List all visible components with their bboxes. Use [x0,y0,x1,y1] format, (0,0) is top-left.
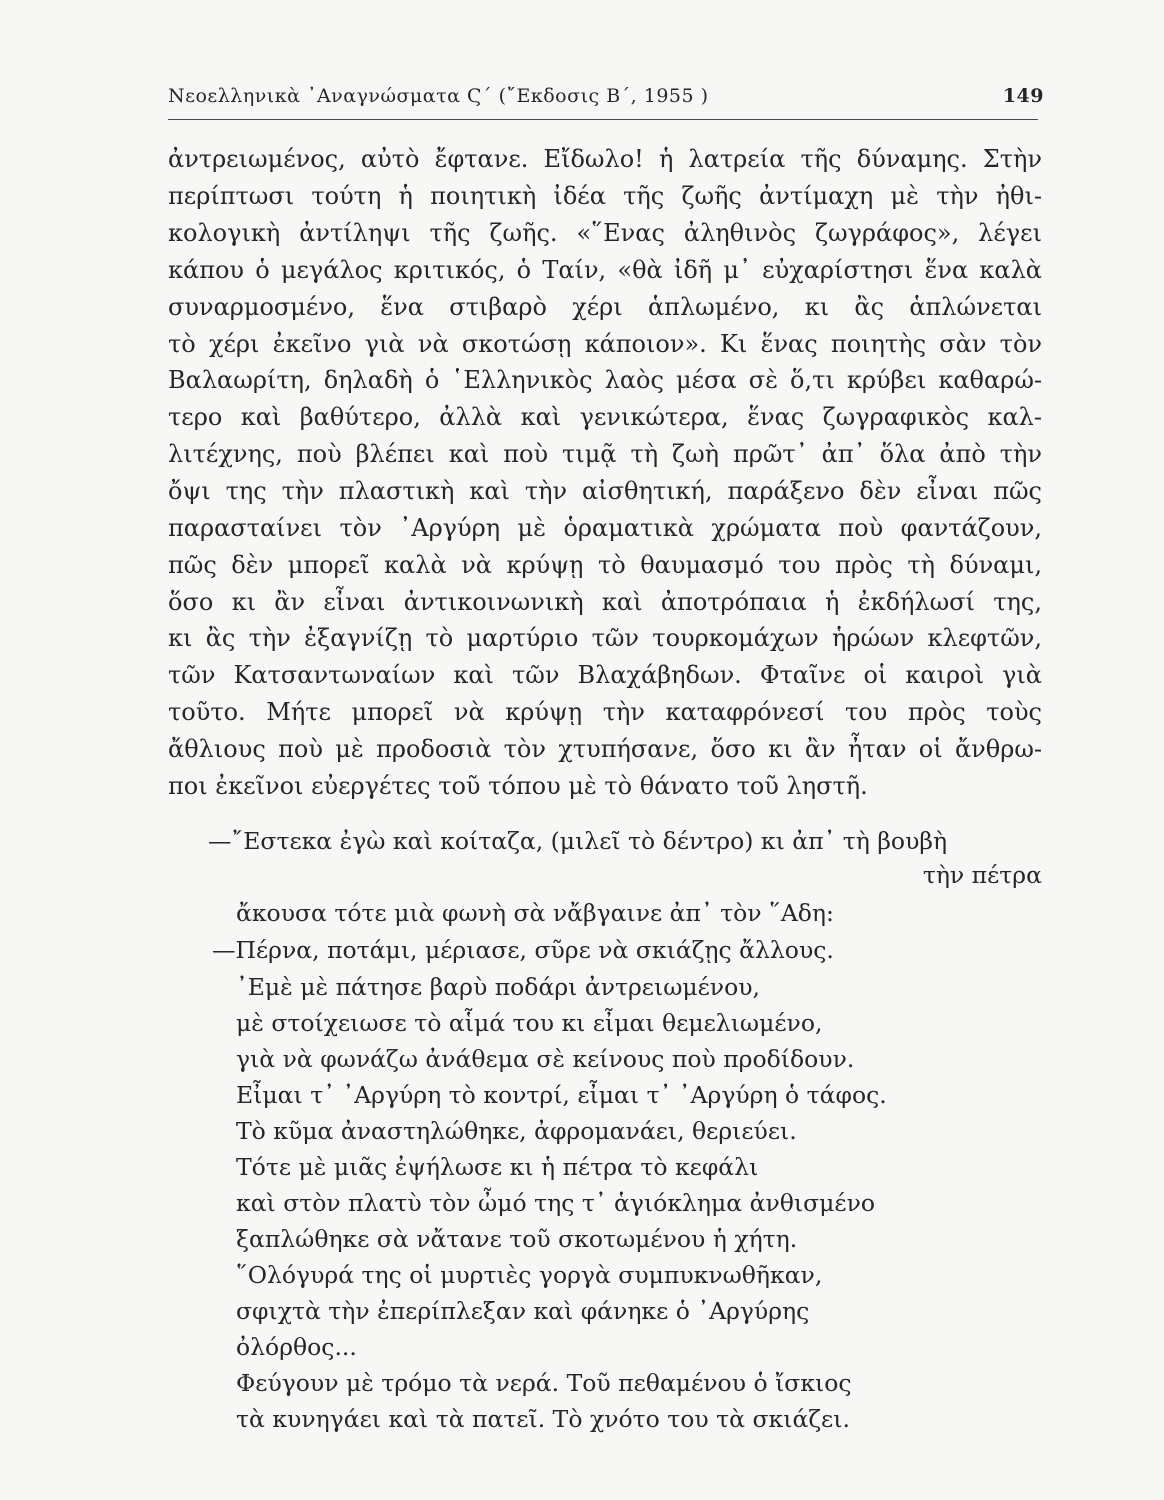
text-line: ποι ἐκεῖνοι εὐεργέτες τοῦ τόπου μὲ τὸ θάνατο τοῦ ληστῆ. [168,772,868,800]
text-line: παρασταίνει τὸν ᾿Αργύρη μὲ ὁραματικὰ χρώματα ποὺ φαντάζουν, [168,514,1042,542]
verse-line: σφιχτὰ τὴν ἐπερίπλεξαν καὶ φάνηκε ὁ ᾿Αργύρης [236,1297,810,1325]
verse-line: καὶ στὸν πλατὺ τὸν ὦμό της τ᾿ ἁγιόκλημα ἀνθισμένο [236,1189,876,1217]
text-line: συναρμοσμένο, ἕνα στιβαρὸ χέρι ἁπλωμένο, κι ἂς ἁπλώνεται [168,293,1042,321]
verse-line: Εἶμαι τ᾿ ᾿Αργύρη τὸ κοντρί, εἶμαι τ᾿ ᾿Αργύρη ὁ τάφος. [236,1081,887,1109]
running-header [168,85,1044,115]
text-line: ὅσο κι ἂν εἶναι ἀντικοινωνικὴ καὶ ἀποτρόπαια ἡ ἐκδήλωσί της, [168,588,1042,616]
verse-line: ἄκουσα τότε μιὰ φωνὴ σὰ νἄβγαινε ἀπ᾿ τὸν ῞Αδη: [236,899,834,927]
text-line: πῶς δὲν μπορεῖ καλὰ νὰ κρύψῃ τὸ θαυμασμό του πρὸς τὴ δύναμι, [168,551,1042,579]
text-line: τερο καὶ βαθύτερο, ἀλλὰ καὶ γενικώτερα, ἕνας ζωγραφικὸς καλ- [168,403,1042,431]
verse-line: Τότε μὲ μιᾶς ἐψήλωσε κι ἡ πέτρα τὸ κεφάλι [236,1153,759,1181]
header-rule [168,119,1038,120]
text-line: κάπου ὁ μεγάλος κριτικός, ὁ Ταίν, «θὰ ἰδῆ μ᾿ εὐχαρίστησι ἕνα καλὰ [168,256,1042,284]
verse-line: Φεύγουν μὲ τρόμο τὰ νερά. Τοῦ πεθαμένου ὁ ἴσκιος [236,1369,852,1397]
verse-line: γιὰ νὰ φωνάζω ἀνάθεμα σὲ κείνους ποὺ προδίδουν. [236,1045,855,1073]
page-number: 149 [1002,85,1044,107]
verse-line: —Πέρνα, ποτάμι, μέριασε, σῦρε νὰ σκιάζῃς ἄλλους. [212,936,834,964]
verse-line: Τὸ κῦμα ἀναστηλώθηκε, ἀφρομανάει, θεριεύει. [236,1117,797,1145]
verse-line: ῞Ολόγυρά της οἱ μυρτιὲς γοργὰ συμπυκνωθῆκαν, [236,1261,823,1289]
verse-line: —῎Εστεκα ἐγὼ καὶ κοίταζα, (μιλεῖ τὸ δέντρο) κι ἀπ᾿ τὴ βουβὴ [208,827,948,855]
text-line: λιτέχνης, ποὺ βλέπει καὶ ποὺ τιμᾷ τὴ ζωὴ πρῶτ᾿ ἀπ᾿ ὅλα ἀπὸ τὴν [168,440,1042,468]
text-line: τὸ χέρι ἐκεῖνο γιὰ νὰ σκοτώσῃ κάποιον». Κι ἕνας ποιητὴς σὰν τὸν [168,330,1042,358]
text-line: τοῦτο. Μήτε μπορεῖ νὰ κρύψῃ τὴν καταφρόνεσί του πρὸς τοὺς [168,698,1042,726]
verse-line: ὀλόρθος... [236,1333,357,1361]
text-line: ἀντρειωμένος, αὐτὸ ἔφτανε. Εἴδωλο! ἡ λατρεία τῆς δύναμης. Στὴν [168,145,1042,173]
text-line: Βαλαωρίτη, δηλαδὴ ὁ ῾Ελληνικὸς λαὸς μέσα σὲ ὅ,τι κρύβει καθαρώ- [168,366,1042,394]
verse-line: ξαπλώθηκε σὰ νἄτανε τοῦ σκοτωμένου ἡ χήτη. [236,1225,798,1253]
running-title: Νεοελληνικὰ ᾿Αναγνώσματα Ϛ΄ (῎Εκδοσις Β΄, 1955 ) [168,85,709,107]
verse-line-continuation: τὴν πέτρα [922,861,1042,889]
text-line: κολογικὴ ἀντίληψι τῆς ζωῆς. «῞Ενας ἀληθινὸς ζωγράφος», λέγει [168,219,1042,247]
text-line: ἄθλιους ποὺ μὲ προδοσιὰ τὸν χτυπήσανε, ὅσο κι ἂν ἦταν οἱ ἄνθρω- [168,735,1042,763]
verse-line: τὰ κυνηγάει καὶ τὰ πατεῖ. Τὸ χνότο του τὰ σκιάζει. [236,1405,850,1433]
verse-line: ᾿Εμὲ μὲ πάτησε βαρὺ ποδάρι ἀντρειωμένου, [236,973,760,1001]
text-line: περίπτωσι τούτη ἡ ποιητικὴ ἰδέα τῆς ζωῆς ἀντίμαχη μὲ τὴν ἠθι- [168,182,1042,210]
text-line: τῶν Κατσαντωναίων καὶ τῶν Βλαχάβηδων. Φταῖνε οἱ καιροὶ γιὰ [168,661,1042,689]
verse-line: μὲ στοίχειωσε τὸ αἷμά του κι εἶμαι θεμελιωμένο, [236,1009,823,1037]
text-line: κι ἂς τὴν ἐξαγνίζῃ τὸ μαρτύριο τῶν τουρκομάχων ἡρώων κλεφτῶν, [168,624,1042,652]
text-line: ὄψι της τὴν πλαστικὴ καὶ τὴν αἰσθητική, παράξενο δὲν εἶναι πῶς [168,477,1042,505]
